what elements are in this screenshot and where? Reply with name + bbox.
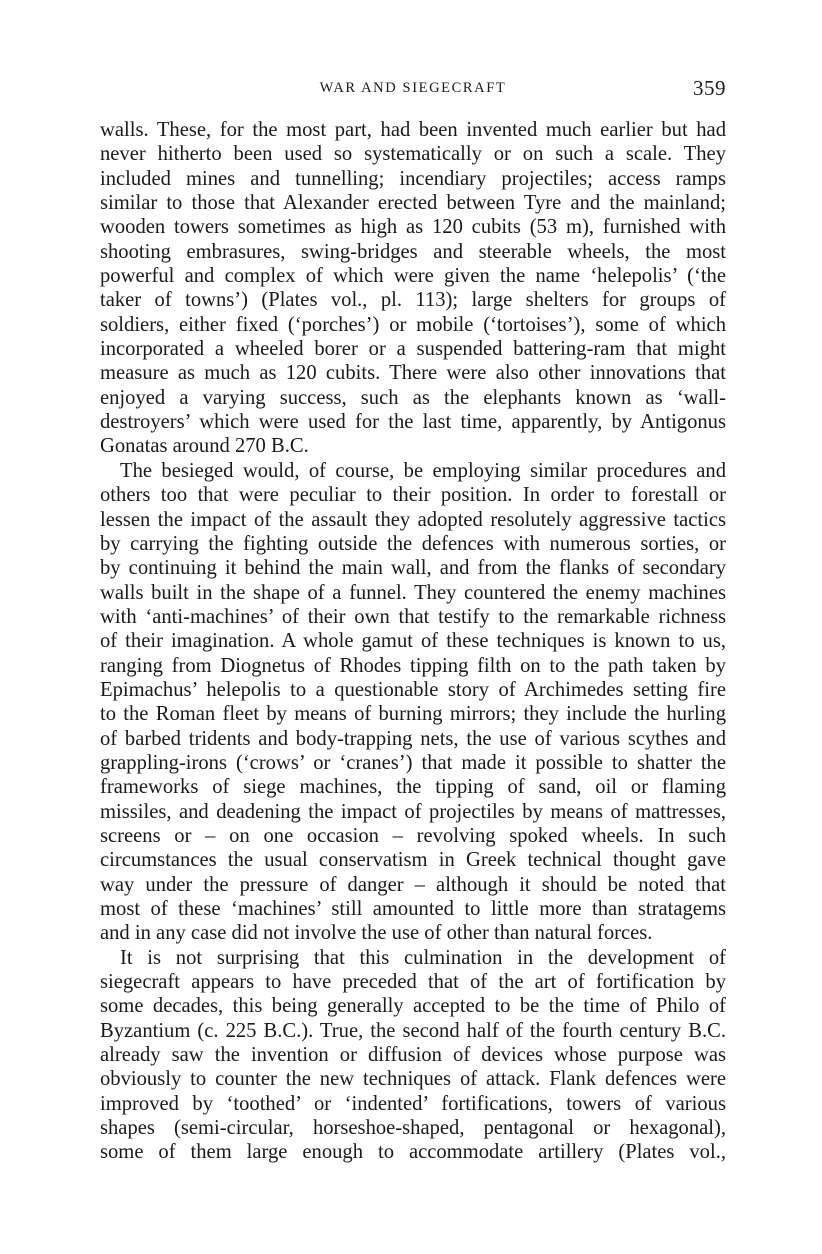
text-line: with ‘anti-machines’ of their own that testify to the remarkable richness (100, 605, 726, 628)
text-line: powerful and complex of which were given the name ‘helepolis’ (‘the (100, 265, 726, 288)
text-line: already saw the invention or diffusion of devices whose purpose was (100, 1044, 726, 1067)
text-line: ranging from Diognetus of Rhodes tipping filth on to the path taken by (100, 654, 726, 677)
text-line: incorporated a wheeled borer or a suspended battering-ram that might (100, 338, 726, 361)
text-line: Byzantium (c. 225 B.C.). True, the second half of the fourth century B.C. (100, 1019, 726, 1042)
text-line: circumstances the usual conservatism in Greek technical thought gave (100, 849, 726, 872)
text-line: frameworks of siege machines, the tipping of sand, oil or flaming (100, 776, 726, 799)
text-line: most of these ‘machines’ still amounted to little more than stratagems (100, 898, 726, 920)
text-line: Epimachus’ helepolis to a questionable story of Archimedes setting fire (100, 678, 726, 701)
text-line: some decades, this being generally accepted to be the time of Philo of (100, 995, 726, 1018)
text-line: destroyers’ which were used for the last time, apparently, by Antigonus (100, 411, 726, 434)
text-line: measure as much as 120 cubits. There were also other innovations that (100, 362, 726, 385)
text-line: screens or – on one occasion – revolving spoked wheels. In such (100, 824, 726, 847)
running-head (100, 76, 726, 106)
text-line: others too that were peculiar to their position. In order to forestall or (100, 484, 726, 507)
text-line: Gonatas around 270 B.C. (100, 435, 309, 458)
text-line: by continuing it behind the main wall, and from the flanks of secondary (100, 557, 726, 580)
text-line: way under the pressure of danger – although it should be noted that (100, 873, 726, 896)
body-text (100, 118, 726, 1165)
text-line: wooden towers sometimes as high as 120 cubits (53 m), furnished with (100, 216, 726, 239)
paragraph (100, 946, 726, 1165)
text-line: of their imagination. A whole gamut of these techniques is known to us, (100, 630, 726, 653)
text-line: shooting embrasures, swing-bridges and steerable wheels, the most (100, 240, 726, 263)
text-line: The besieged would, of course, be employing similar procedures and (120, 459, 726, 482)
paragraph (100, 459, 726, 946)
text-line: lessen the impact of the assault they adopted resolutely aggressive tactics (100, 508, 726, 531)
text-line: of barbed tridents and body-trapping nets, the use of various scythes and (100, 727, 726, 750)
text-line: walls built in the shape of a funnel. They countered the enemy machines (100, 581, 726, 604)
text-line: to the Roman fleet by means of burning mirrors; they include the hurling (100, 703, 726, 726)
text-line: similar to those that Alexander erected between Tyre and the mainland; (100, 192, 726, 215)
book-page (100, 76, 726, 1165)
text-line: by carrying the fighting outside the defences with numerous sorties, or (100, 532, 726, 555)
text-line: siegecraft appears to have preceded that of the art of fortification by (100, 971, 726, 994)
text-line: some of them large enough to accommodate artillery (Plates vol., (100, 1141, 726, 1164)
text-line: included mines and tunnelling; incendiary projectiles; access ramps (100, 167, 726, 190)
text-line: improved by ‘toothed’ or ‘indented’ fortifications, towers of various (100, 1092, 726, 1115)
text-line: missiles, and deadening the impact of projectiles by means of mattresses, (100, 800, 726, 823)
text-line: and in any case did not involve the use of other than natural forces. (100, 922, 653, 945)
text-line: soldiers, either fixed (‘porches’) or mobile (‘tortoises’), some of which (100, 313, 726, 336)
text-line: obviously to counter the new techniques of attack. Flank defences were (100, 1068, 726, 1091)
text-line: grappling-irons (‘crows’ or ‘cranes’) that made it possible to shatter the (100, 751, 726, 774)
text-line: never hitherto been used so systematically or on such a scale. They (100, 143, 726, 166)
text-line: It is not surprising that this culmination in the development of (120, 946, 726, 969)
running-title: WAR AND SIEGECRAFT (319, 80, 507, 96)
text-line: walls. These, for the most part, had been invented much earlier but had (100, 119, 726, 141)
text-line: shapes (semi-circular, horseshoe-shaped, pentagonal or hexagonal), (100, 1117, 726, 1140)
text-line: enjoyed a varying success, such as the elephants known as ‘wall- (100, 386, 726, 409)
paragraph (100, 118, 726, 459)
text-line: taker of towns’) (Plates vol., pl. 113); large shelters for groups of (100, 289, 726, 312)
page-number: 359 (693, 76, 726, 100)
